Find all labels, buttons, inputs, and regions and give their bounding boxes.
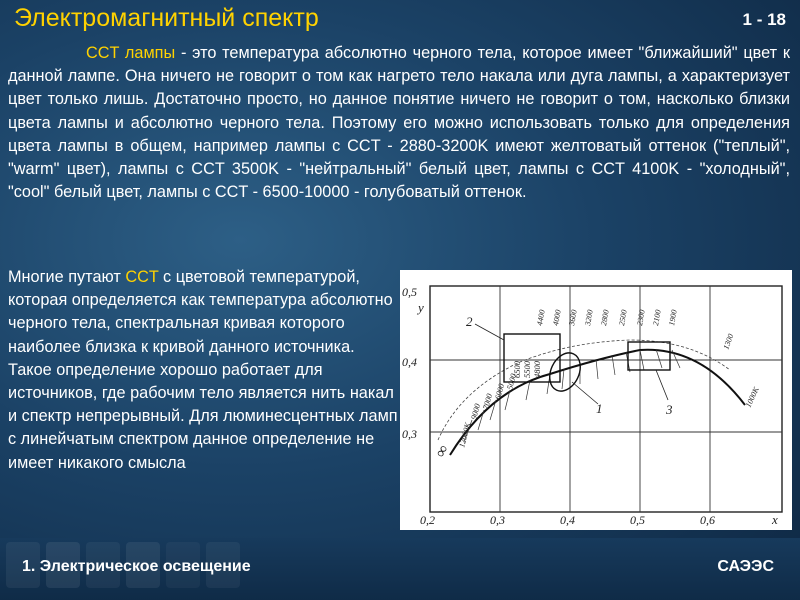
side-text-after: с цветовой температурой, которая определяется как температура абсолютно черного тела, спектральная кривая которого наиболее близка к кривой данного источника. Такое определение хорошо работает для источников, где рабочим тело является нить накал и спектр непрерывный. Для люминесцентных ламп с линейчатым спектром данное определение не имеет никакого смысла: [8, 268, 398, 472]
footer-bar: [0, 538, 800, 600]
footer-section-title: 1. Электрическое освещение: [22, 558, 251, 575]
x-tick-06: 0,6: [700, 513, 715, 527]
intro-text: - это температура абсолютно черного тела, которое имеет "ближайший" цвет к данной лампе. Она ничего не говорит о том как нагрето тело накала или дуга лампы, а характеризует цвет только лишь. Достаточно просто, но данное понятие ничего не говорит о том, насколько близки цвета лампы и абсолютно черного тела. Поэтому его можно использовать только для определения цвета лампы в общем, например лампы с CCT - 2880-3200K имеют желтоватый оттенок ("теплый", "warm" цвет), лампы с CCT 3500K - "нейтральный" белый цвет, лампы с CCT 4100K - "холодный", "cool" белый цвет, лампы с CCT - 6500-10000 - голубоватый оттенок.: [8, 44, 790, 202]
y-tick-05: 0,5: [402, 285, 417, 299]
temp-label-12000K: 12000K: [457, 421, 473, 449]
chromaticity-figure: [400, 270, 792, 530]
temp-label-2100: 2100: [651, 309, 663, 327]
iso-curve: [438, 340, 730, 440]
temp-label-4400: 4400: [535, 309, 547, 327]
temp-label-5000: 5000: [505, 372, 519, 391]
box2-temp-5500: 5500: [522, 361, 532, 378]
chromaticity-diagram: [400, 270, 792, 530]
temp-label-1900: 1900: [667, 309, 679, 327]
temp-label-2500: 2500: [617, 309, 629, 327]
temp-label-6000: 6000: [493, 382, 507, 401]
box2-temp-6500: 6500: [512, 361, 522, 378]
footer-org-name: САЭЭС: [717, 558, 774, 575]
temp-label-4000: 4000: [551, 309, 563, 327]
temp-label-2300: 2300: [635, 309, 647, 327]
x-tick-03: 0,3: [490, 513, 505, 527]
temp-label-3600: 3600: [567, 309, 579, 327]
y-axis-label: y: [418, 300, 424, 315]
x-tick-05: 0,5: [630, 513, 645, 527]
box-3: [628, 342, 670, 370]
temp-label-3200: 3200: [583, 309, 595, 327]
temp-label-7000: 7000: [481, 392, 495, 411]
callout-3: 3: [666, 402, 673, 417]
intro-paragraph: [8, 42, 790, 204]
y-tick-04: 0,4: [402, 355, 417, 369]
side-text-before: Многие путают: [8, 268, 126, 286]
temp-label-2800: 2800: [599, 309, 611, 327]
temp-label-1300: 1300: [721, 332, 736, 351]
y-tick-03: 0,3: [402, 427, 417, 441]
slide-title: Электромагнитный спектр: [14, 4, 319, 32]
cct-term: CCT лампы: [86, 44, 176, 62]
infinity-symbol: ∞: [431, 442, 453, 461]
callout-2: 2: [466, 314, 473, 329]
leader-1: [572, 382, 598, 404]
leader-3: [656, 370, 668, 400]
side-paragraph: [8, 266, 398, 475]
temp-label-1000K: 1000K: [743, 385, 761, 409]
temp-label-9000: 9000: [469, 402, 483, 421]
x-axis-label: x: [772, 512, 778, 527]
side-cct-term: CCT: [125, 268, 159, 286]
callout-1: 1: [596, 401, 603, 416]
box2-temp-4800: 4800: [532, 361, 542, 378]
x-tick-02: 0,2: [420, 513, 435, 527]
slide-number: 1 - 18: [742, 10, 786, 29]
x-tick-04: 0,4: [560, 513, 575, 527]
